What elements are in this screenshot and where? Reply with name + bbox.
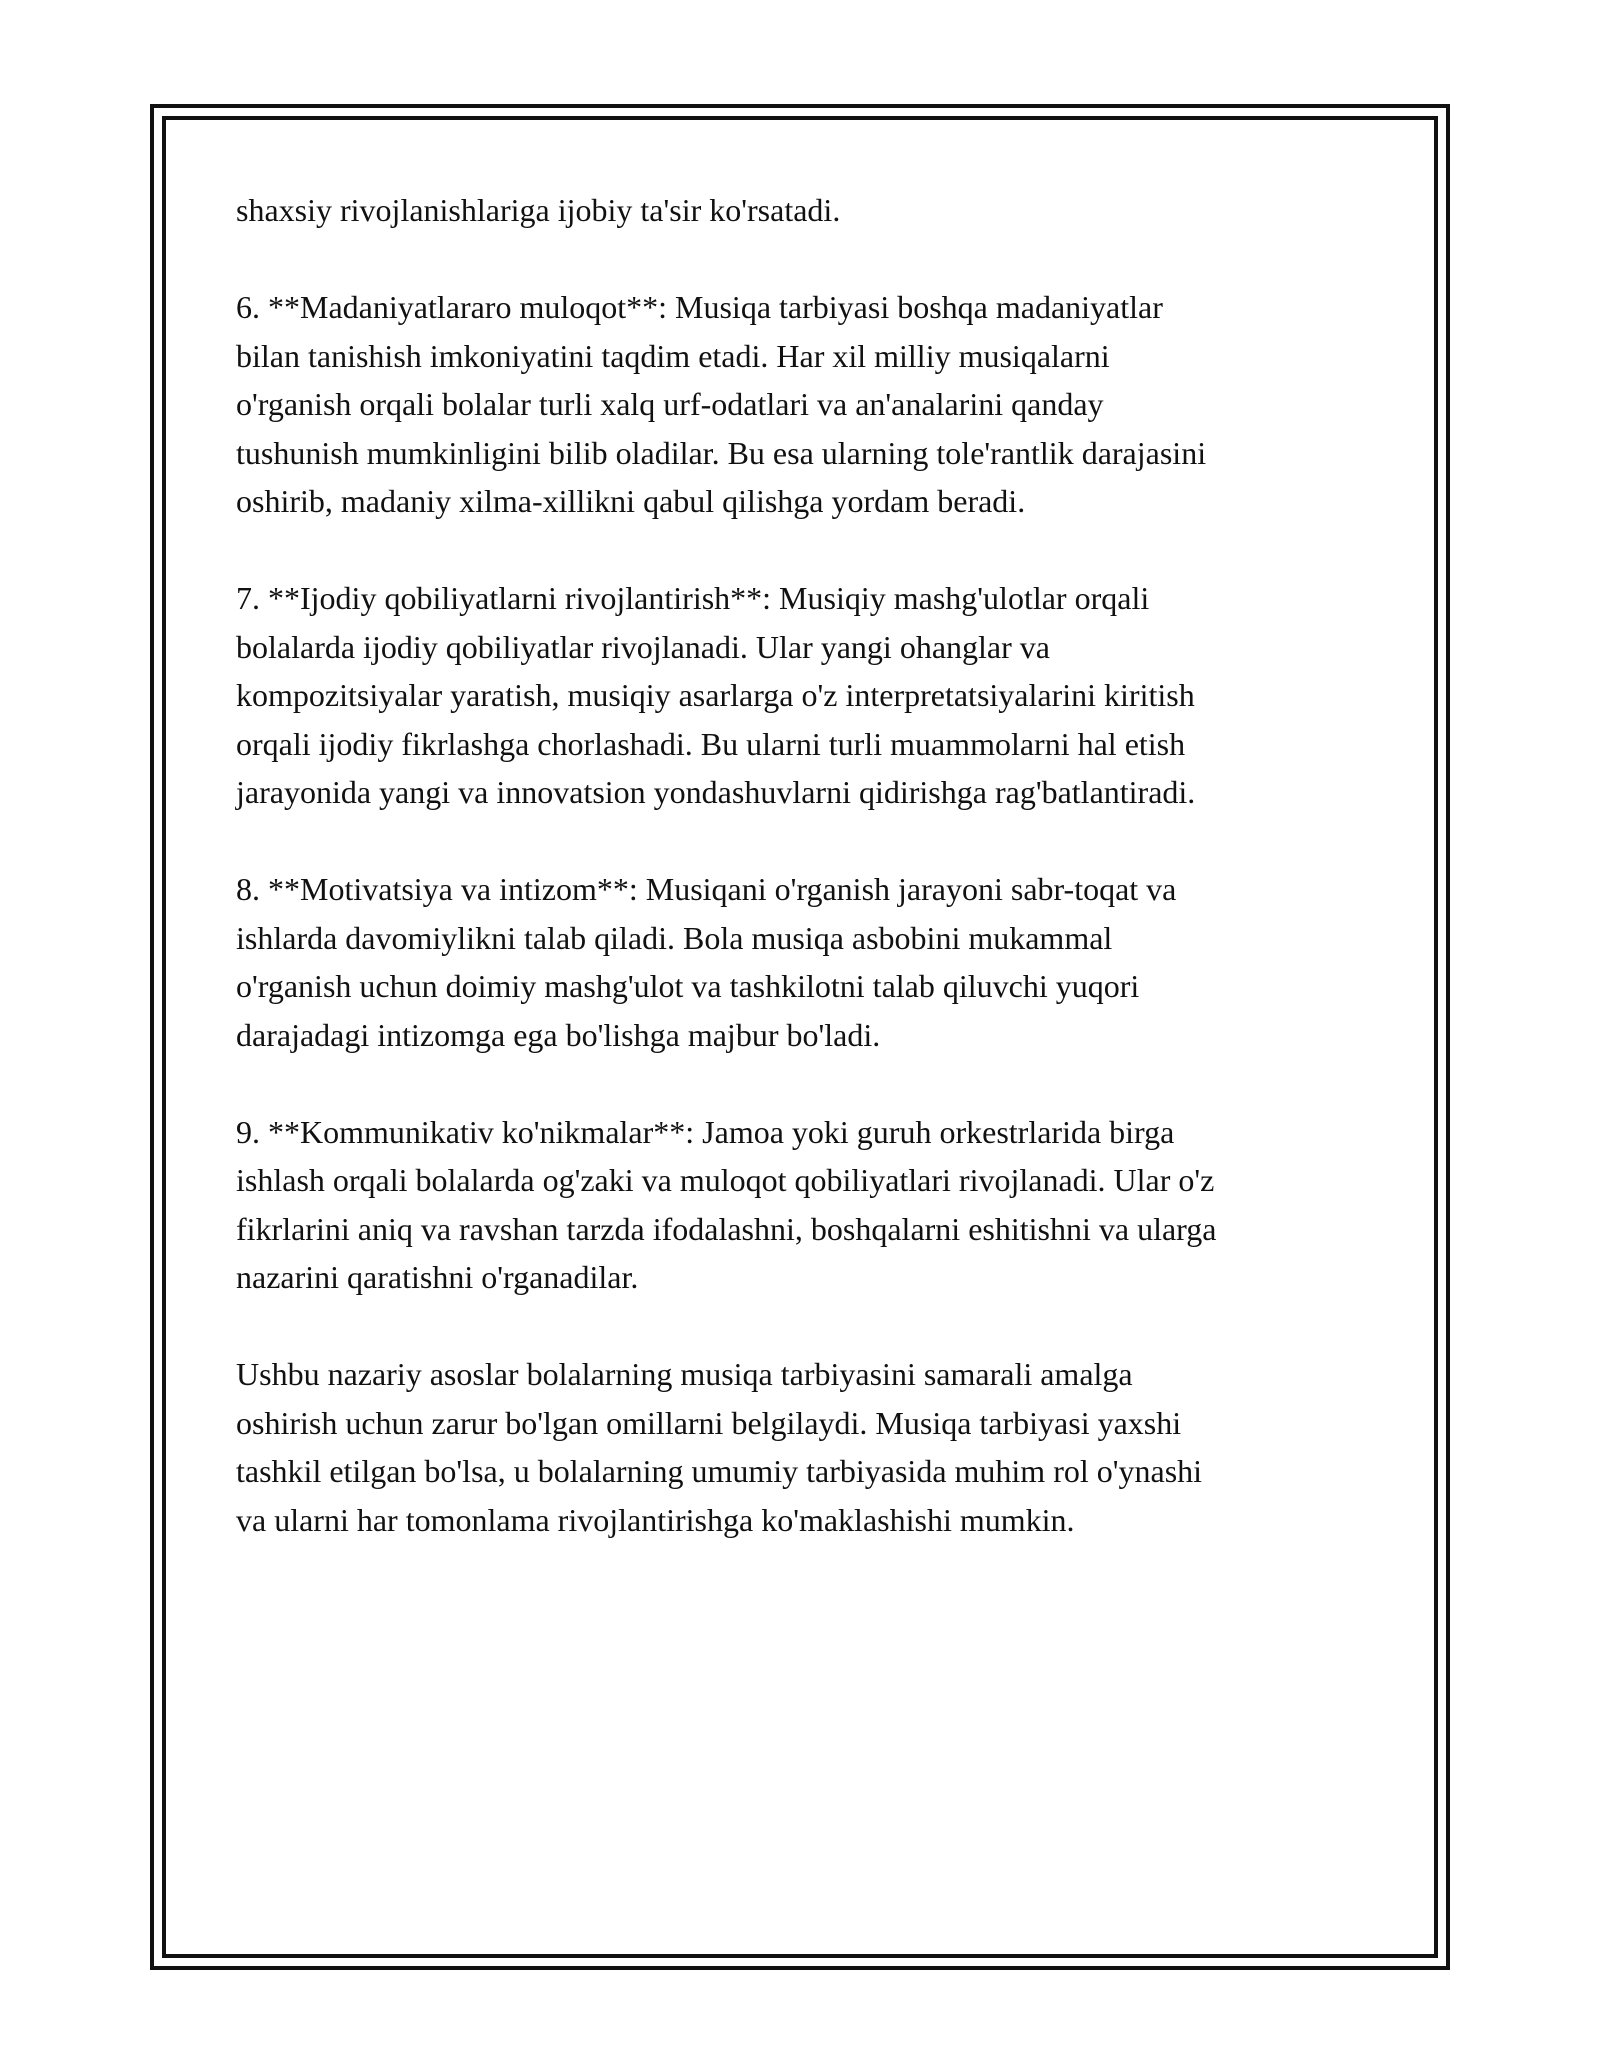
paragraph-item-8	[236, 865, 1376, 1059]
text-line: tushunish mumkinligini bilib oladilar. Bu esa ularning tole'rantlik darajasini	[236, 434, 1207, 471]
text-line: ishlarda davomiylikni talab qiladi. Bola musiqa asbobini mukammal	[236, 919, 1113, 956]
paragraph-conclusion	[236, 1350, 1376, 1544]
text-line: nazarini qaratishni o'rganadilar.	[236, 1259, 639, 1295]
paragraph-continuation	[236, 186, 1376, 235]
text-line: bilan tanishish imkoniyatini taqdim etadi. Har xil milliy musiqalarni	[236, 337, 1110, 374]
text-line: Ushbu nazariy asoslar bolalarning musiqa tarbiyasini samarali amalga	[236, 1356, 1133, 1392]
text-line: fikrlarini aniq va ravshan tarzda ifodalashni, boshqalarni eshitishni va ularga	[236, 1210, 1217, 1247]
text-line: 6. **Madaniyatlararo muloqot**: Musiqa tarbiyasi boshqa madaniyatlar	[236, 289, 1163, 325]
text-line: tashkil etilgan bo'lsa, u bolalarning umumiy tarbiyasida muhim rol o'ynashi	[236, 1453, 1203, 1489]
text-line: o'rganish uchun doimiy mashg'ulot va tashkilotni talab qiluvchi yuqori	[236, 968, 1140, 1004]
text-line: 9. **Kommunikativ ko'nikmalar**: Jamoa yoki guruh orkestrlarida birga	[236, 1113, 1175, 1150]
text-line: jarayonida yangi va innovatsion yondashuvlarni qidirishga rag'batlantiradi.	[236, 774, 1196, 810]
text-line: darajadagi intizomga ega bo'lishga majbur bo'ladi.	[236, 1016, 881, 1053]
text-line: oshirib, madaniy xilma-xillikni qabul qilishga yordam beradi.	[236, 483, 1026, 519]
text-line: orqali ijodiy fikrlashga chorlashadi. Bu ularni turli muammolarni hal etish	[236, 725, 1186, 762]
text-line: 7. **Ijodiy qobiliyatlarni rivojlantirish**: Musiqiy mashg'ulotlar orqali	[236, 580, 1150, 616]
text-line: oshirish uchun zarur bo'lgan omillarni belgilaydi. Musiqa tarbiyasi yaxshi	[236, 1404, 1182, 1441]
text-line: va ularni har tomonlama rivojlantirishga ko'maklashishi mumkin.	[236, 1501, 1075, 1538]
text-line: kompozitsiyalar yaratish, musiqiy asarlarga o'z interpretatsiyalarini kiritish	[236, 677, 1195, 713]
text-line: 8. **Motivatsiya va intizom**: Musiqani o'rganish jarayoni sabr-toqat va	[236, 871, 1177, 907]
paragraph-item-9	[236, 1108, 1376, 1302]
document-body	[236, 186, 1376, 1593]
paragraph-item-7	[236, 574, 1376, 817]
text-line: shaxsiy rivojlanishlariga ijobiy ta'sir ko'rsatadi.	[236, 192, 841, 228]
text-line: ishlash orqali bolalarda og'zaki va muloqot qobiliyatlari rivojlanadi. Ular o'z	[236, 1162, 1215, 1198]
paragraph-item-6	[236, 283, 1376, 526]
text-line: bolalarda ijodiy qobiliyatlar rivojlanadi. Ular yangi ohanglar va	[236, 628, 1050, 665]
text-line: o'rganish orqali bolalar turli xalq urf-odatlari va an'analarini qanday	[236, 386, 1104, 422]
